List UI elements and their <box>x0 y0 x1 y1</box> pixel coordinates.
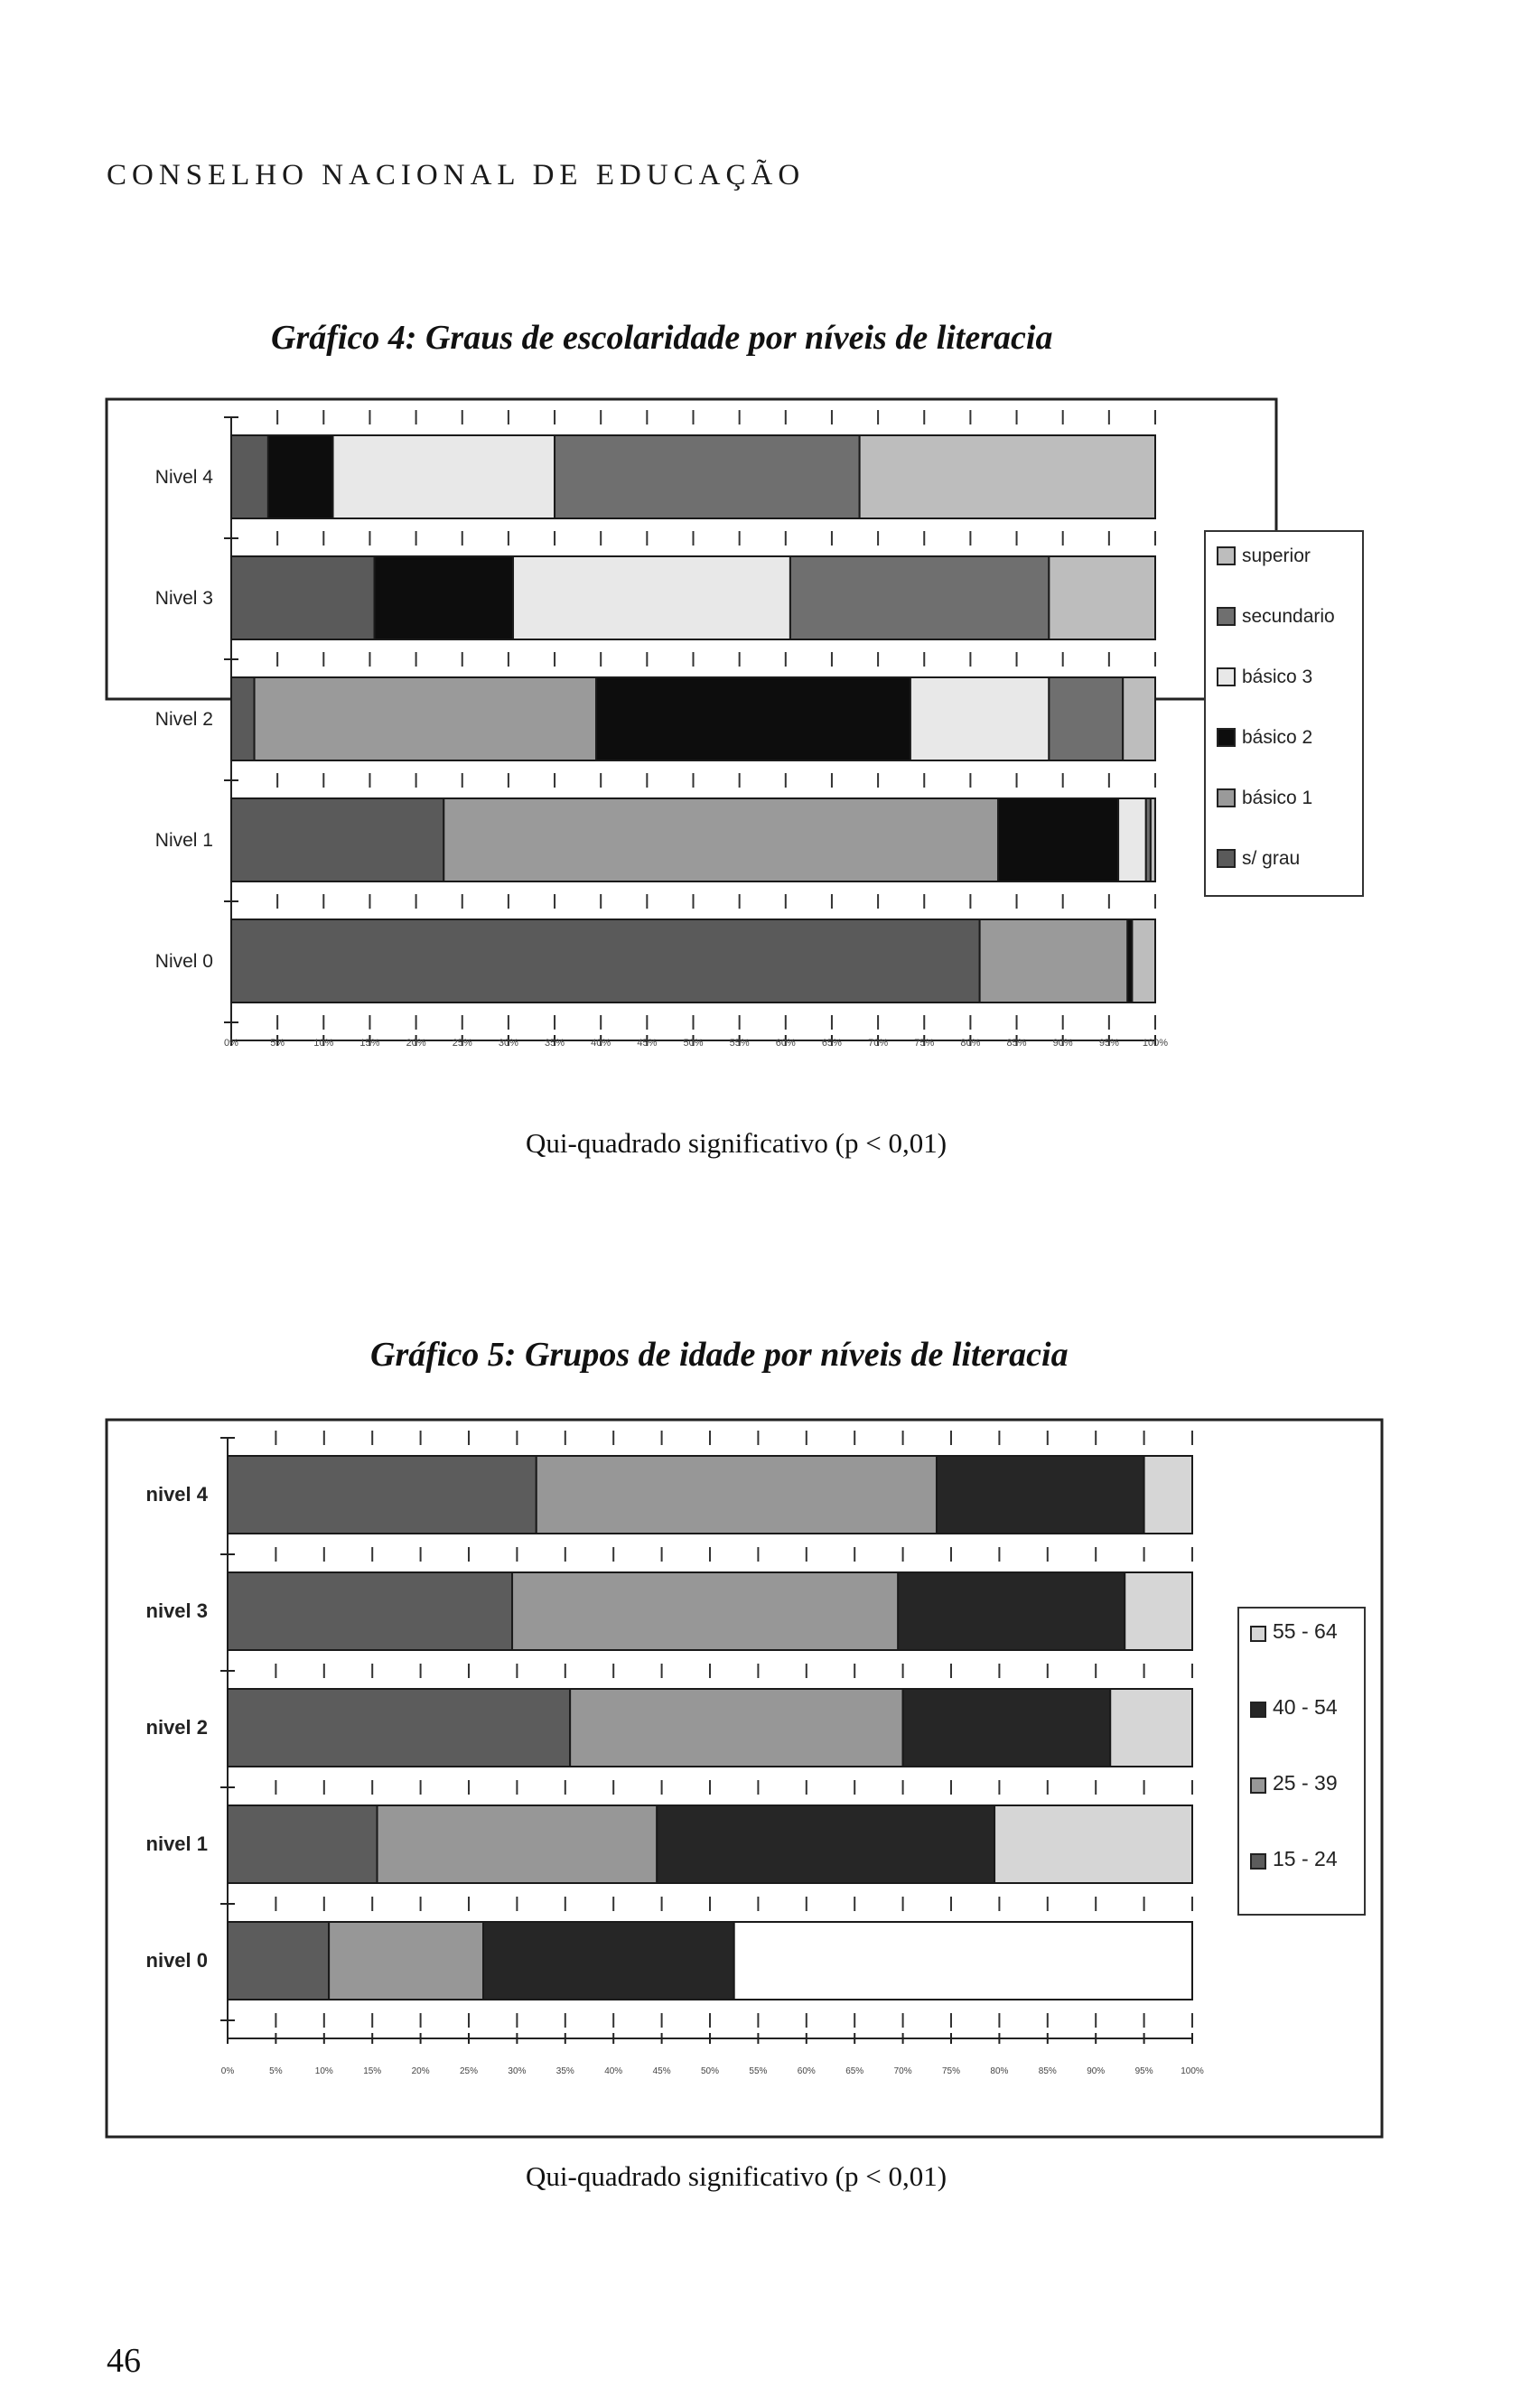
chart-4-bar-b-sico-3 <box>1118 798 1146 881</box>
chart-4-row-label: Nivel 1 <box>154 830 213 851</box>
chart-5-bar-25-39 <box>378 1805 658 1883</box>
chart-4-x-tick-label: 10% <box>313 1038 334 1049</box>
chart-4-x-tick-label: 30% <box>498 1038 518 1049</box>
chart-4-bar-b-sico-2 <box>998 798 1118 881</box>
chart-5-x-tick-label: 95% <box>1134 2066 1153 2076</box>
chart-5-title: Gráfico 5: Grupos de idade por níveis de literacia <box>370 1336 1069 1374</box>
chart-4-bar-s-grau <box>231 435 268 518</box>
chart-5-bar-40-54 <box>937 1456 1144 1534</box>
chart-5-row-label: nivel 0 <box>145 1949 208 1972</box>
chart-4-legend-swatch <box>1218 547 1235 564</box>
chart-4-title: Gráfico 4: Graus de escolaridade por níveis de literacia <box>271 319 1053 357</box>
chart-5-x-tick-label: 35% <box>555 2066 574 2076</box>
chart-5-row-label: nivel 4 <box>145 1483 208 1506</box>
chart-5-x-tick-label: 80% <box>990 2066 1009 2076</box>
chart-4-x-tick-label: 0% <box>224 1038 238 1049</box>
chart-4-row-label: Nivel 4 <box>154 467 213 488</box>
chart-5-legend-swatch <box>1251 1702 1265 1717</box>
chart-5-bar-55-64 <box>994 1805 1192 1883</box>
chart-4-x-tick-label: 75% <box>914 1038 935 1049</box>
chart-4-legend-swatch <box>1218 729 1235 746</box>
chart-4-bar-b-sico-3 <box>333 435 555 518</box>
chart-4-legend-swatch <box>1218 608 1235 625</box>
running-header: CONSELHO NACIONAL DE EDUCAÇÃO <box>107 159 806 191</box>
chart-4-x-tick-label: 95% <box>1098 1038 1119 1049</box>
chart-4-bar-superior <box>1123 677 1155 760</box>
chart-5-x-tick-label: 100% <box>1181 2066 1204 2076</box>
chart-5-legend-swatch <box>1251 1854 1265 1869</box>
chart-4-x-tick-label: 45% <box>637 1038 658 1049</box>
chart-5-x-tick-label: 50% <box>700 2066 720 2076</box>
chart-4-x-tick-label: 70% <box>868 1038 889 1049</box>
chart-5-legend-swatch <box>1251 1778 1265 1793</box>
chart-4-x-tick-label: 25% <box>452 1038 472 1049</box>
chart-5-x-tick-label: 25% <box>459 2066 479 2076</box>
chart-4-x-tick-label: 90% <box>1052 1038 1073 1049</box>
chart-4-bar-secundario <box>1049 677 1123 760</box>
chart-4-bar-secundario <box>555 435 860 518</box>
chart-5-row-label: nivel 3 <box>145 1599 208 1622</box>
chart-5-bar-25-39 <box>537 1456 937 1534</box>
chart-4-legend-swatch <box>1218 789 1235 807</box>
chart-4-legend-box <box>1205 531 1363 896</box>
chart-5-bar-55-64 <box>1144 1456 1192 1534</box>
chart-5-row-label: nivel 1 <box>145 1832 208 1855</box>
chart-5-bar-25-39 <box>512 1572 898 1650</box>
chart-5-legend-label: 40 - 54 <box>1273 1695 1338 1719</box>
chart-4-x-tick-label: 5% <box>270 1038 285 1049</box>
chart-4-legend-label: básico 2 <box>1242 727 1313 748</box>
chart-4-bar-s-grau <box>231 556 375 639</box>
chart-4-x-tick-label: 50% <box>683 1038 704 1049</box>
chart-4-legend-label: secundario <box>1242 606 1335 627</box>
chart-4-legend-label: básico 1 <box>1242 788 1313 808</box>
chart-5-x-tick-label: 90% <box>1087 2066 1106 2076</box>
chart-5-bar-25-39 <box>570 1689 902 1767</box>
chart-4-legend-label: superior <box>1242 546 1311 566</box>
chart-5-row-label: nivel 2 <box>145 1716 208 1739</box>
chart-4-x-tick-label: 20% <box>406 1038 426 1049</box>
chart-4-bar-superior <box>1049 556 1155 639</box>
chart-5-bar-55-64 <box>1110 1689 1192 1767</box>
chart-4-row-label: Nivel 3 <box>154 588 213 609</box>
chart-5-x-tick-label: 65% <box>845 2066 864 2076</box>
chart-5-legend-label: 25 - 39 <box>1273 1771 1338 1795</box>
chart-5-bar-15-24 <box>228 1572 512 1650</box>
chart-4-bar-s-grau <box>231 677 255 760</box>
chart-4-x-tick-label: 85% <box>1006 1038 1027 1049</box>
chart-4-bar-b-sico-1 <box>980 919 1128 1002</box>
chart-5-x-tick-label: 40% <box>604 2066 623 2076</box>
chart-5-bar-40-54 <box>898 1572 1125 1650</box>
chart-4-x-tick-label: 40% <box>591 1038 611 1049</box>
chart-5-x-tick-label: 0% <box>220 2066 235 2076</box>
chart-5-bar-15-24 <box>228 1922 329 2000</box>
chart-5-legend-swatch <box>1251 1627 1265 1641</box>
chart-5-bar-55-64 <box>1125 1572 1192 1650</box>
chart-4-x-tick-label: 60% <box>775 1038 796 1049</box>
chart-5-x-tick-label: 60% <box>797 2066 816 2076</box>
chart-4-bar-b-sico-2 <box>375 556 513 639</box>
chart-4-legend-label: s/ grau <box>1242 848 1301 869</box>
chart-4-bar-b-sico-2 <box>596 677 910 760</box>
chart-5-bar-40-54 <box>903 1689 1111 1767</box>
chart-5-x-tick-label: 10% <box>314 2066 333 2076</box>
chart-4-bar-b-sico-3 <box>910 677 1049 760</box>
chart-4-bar-superior <box>860 435 1155 518</box>
chart-4-legend-swatch <box>1218 668 1235 685</box>
page-number: 46 <box>107 2342 141 2380</box>
chart-4-x-tick-label: 35% <box>545 1038 565 1049</box>
chart-4-x-tick-label: 15% <box>359 1038 380 1049</box>
chart-4-bar-s-grau <box>231 919 980 1002</box>
chart-4-row-label: Nivel 0 <box>154 951 213 972</box>
chart-5-bar-40-54 <box>483 1922 734 2000</box>
chart-5-x-tick-label: 55% <box>749 2066 768 2076</box>
chart-5-x-tick-label: 15% <box>363 2066 382 2076</box>
chart-4-bar-superior <box>1132 919 1155 1002</box>
chart-5-bar-15-24 <box>228 1805 378 1883</box>
chart-4-legend-label: básico 3 <box>1242 667 1313 687</box>
chart-4-x-tick-label: 55% <box>729 1038 750 1049</box>
chart-5-x-tick-label: 85% <box>1038 2066 1057 2076</box>
chart-4-x-tick-label: 100% <box>1142 1038 1169 1049</box>
chart-5-legend-label: 55 - 64 <box>1273 1619 1338 1643</box>
chart-4-x-tick-label: 65% <box>821 1038 842 1049</box>
chart-4-bar-superior <box>1151 798 1155 881</box>
chart-5-bar-15-24 <box>228 1689 570 1767</box>
chart-5-legend-label: 15 - 24 <box>1273 1847 1338 1870</box>
chart-4-legend-swatch <box>1218 850 1235 867</box>
chart-5-bar-15-24 <box>228 1456 537 1534</box>
chart-5-x-tick-label: 45% <box>652 2066 671 2076</box>
chart-4-bar-secundario <box>790 556 1049 639</box>
chart-4-bar-b-sico-3 <box>513 556 790 639</box>
chart-5-x-tick-label: 20% <box>411 2066 430 2076</box>
chart-5-x-tick-label: 30% <box>508 2066 527 2076</box>
chart-5-x-tick-label: 70% <box>893 2066 912 2076</box>
chart-5-caption: Qui-quadrado significativo (p < 0,01) <box>526 2160 947 2192</box>
chart-4-row-label: Nivel 2 <box>154 709 213 730</box>
chart-4-bar-b-sico-2 <box>268 435 333 518</box>
chart-4-caption: Qui-quadrado significativo (p < 0,01) <box>526 1127 947 1159</box>
chart-5-bar-blank <box>734 1922 1192 2000</box>
chart-4-bar-b-sico-1 <box>443 798 998 881</box>
chart-5-bar-40-54 <box>657 1805 994 1883</box>
chart-5-bar-25-39 <box>329 1922 483 2000</box>
chart-4-bar-s-grau <box>231 798 443 881</box>
chart-5-x-tick-label: 5% <box>269 2066 283 2076</box>
chart-4-x-tick-label: 80% <box>960 1038 981 1049</box>
chart-4-bar-b-sico-1 <box>255 677 597 760</box>
chart-5-x-tick-label: 75% <box>941 2066 961 2076</box>
